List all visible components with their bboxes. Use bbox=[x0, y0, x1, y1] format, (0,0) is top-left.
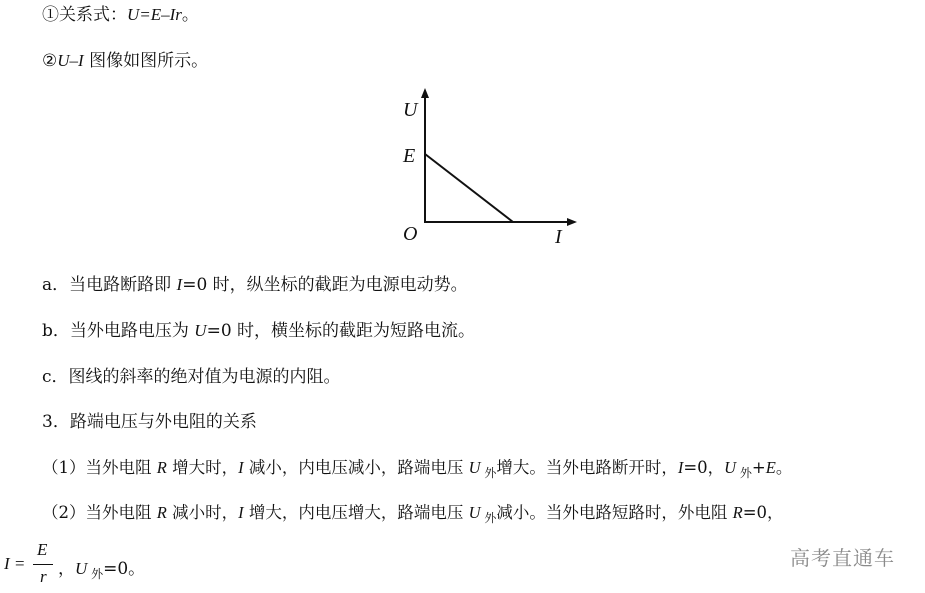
item-1-var-i-2: I bbox=[677, 458, 684, 477]
y-axis-arrow bbox=[421, 88, 429, 98]
point-c-text: c．图线的斜率的绝对值为电源的内阻。 bbox=[42, 367, 341, 387]
formula-denominator: r bbox=[40, 567, 47, 586]
item-1 bbox=[42, 457, 792, 480]
item-2-text-1: （2）当外电阻 bbox=[42, 503, 157, 522]
point-b-suffix: =0 时，横坐标的截距为短路电流。 bbox=[206, 321, 476, 341]
point-a-var: I bbox=[176, 275, 183, 294]
formula-lhs: I = bbox=[4, 554, 26, 573]
point-a-prefix: a．当电路断路即 bbox=[42, 275, 177, 295]
point-b-var: U bbox=[194, 321, 207, 340]
point-b bbox=[42, 320, 475, 342]
item-1-var-e: E bbox=[765, 458, 776, 477]
watermark: 高考直通车 bbox=[790, 546, 895, 570]
item-2-sub-wai: 外 bbox=[480, 511, 497, 525]
point-a-suffix: =0 时，纵坐标的截距为电源电动势。 bbox=[182, 275, 468, 295]
item-1-text-4: 增大。当外电路断开时， bbox=[496, 458, 678, 477]
fraction-bar bbox=[33, 564, 53, 565]
item-2-text-3: 增大，内电压增大，路端电压 bbox=[243, 503, 469, 522]
item-1-var-i: I bbox=[238, 458, 244, 477]
section-heading-text: 3．路端电压与外电阻的关系 bbox=[42, 412, 257, 432]
graph-caption-formula: U–I bbox=[57, 51, 84, 70]
item-2 bbox=[42, 502, 784, 525]
item-1-text-5: =0， bbox=[683, 458, 725, 477]
relation-prefix: ①关系式： bbox=[42, 5, 127, 25]
point-b-prefix: b．当外电路电压为 bbox=[42, 321, 195, 341]
u-i-graph bbox=[395, 88, 585, 248]
section-heading bbox=[42, 411, 257, 433]
item-1-sub-wai-2: 外 bbox=[736, 466, 752, 480]
item-2-text-5: =0， bbox=[742, 503, 784, 522]
x-axis-label: I bbox=[555, 226, 562, 248]
item-1-text-7: 。 bbox=[775, 458, 793, 477]
x-axis-arrow bbox=[567, 218, 577, 226]
u-i-line bbox=[425, 154, 513, 222]
item-1-var-r: R bbox=[156, 458, 167, 477]
item-2-var-r: R bbox=[156, 503, 167, 522]
y-axis-label: U bbox=[403, 99, 418, 121]
formula-numerator: E bbox=[37, 540, 48, 559]
graph-caption-prefix: ② bbox=[42, 51, 58, 71]
point-a bbox=[42, 274, 468, 296]
item-1-var-u: U bbox=[468, 458, 481, 477]
item-2-var-r-2: R bbox=[732, 503, 743, 522]
formula-tail bbox=[58, 554, 145, 579]
item-1-text-6: + bbox=[751, 458, 766, 477]
origin-label: O bbox=[403, 223, 418, 245]
item-2-var-u: U bbox=[468, 503, 481, 522]
point-c bbox=[42, 366, 341, 388]
intercept-label: E bbox=[403, 145, 416, 167]
current-formula bbox=[0, 540, 150, 590]
relation-line bbox=[42, 4, 199, 26]
item-2-text-2: 减小时， bbox=[166, 503, 239, 522]
item-1-sub-wai: 外 bbox=[480, 466, 497, 480]
item-2-var-i: I bbox=[238, 503, 244, 522]
formula-var-u: U bbox=[75, 559, 88, 578]
item-1-text-1: （1）当外电阻 bbox=[42, 458, 157, 477]
relation-suffix: 。 bbox=[181, 5, 199, 25]
relation-formula: U=E–Ir bbox=[127, 5, 182, 24]
formula-end: =0。 bbox=[103, 559, 146, 579]
formula-sub-wai: 外 bbox=[87, 567, 104, 581]
graph-caption-line bbox=[42, 50, 208, 72]
formula-comma: ， bbox=[58, 559, 75, 579]
graph-caption-suffix: 图像如图所示。 bbox=[83, 51, 209, 71]
item-1-text-3: 减小，内电压减小，路端电压 bbox=[243, 458, 469, 477]
item-1-var-u-2: U bbox=[724, 458, 737, 477]
item-2-text-4: 减小。当外电路短路时，外电阻 bbox=[496, 503, 733, 522]
item-1-text-2: 增大时， bbox=[166, 458, 239, 477]
